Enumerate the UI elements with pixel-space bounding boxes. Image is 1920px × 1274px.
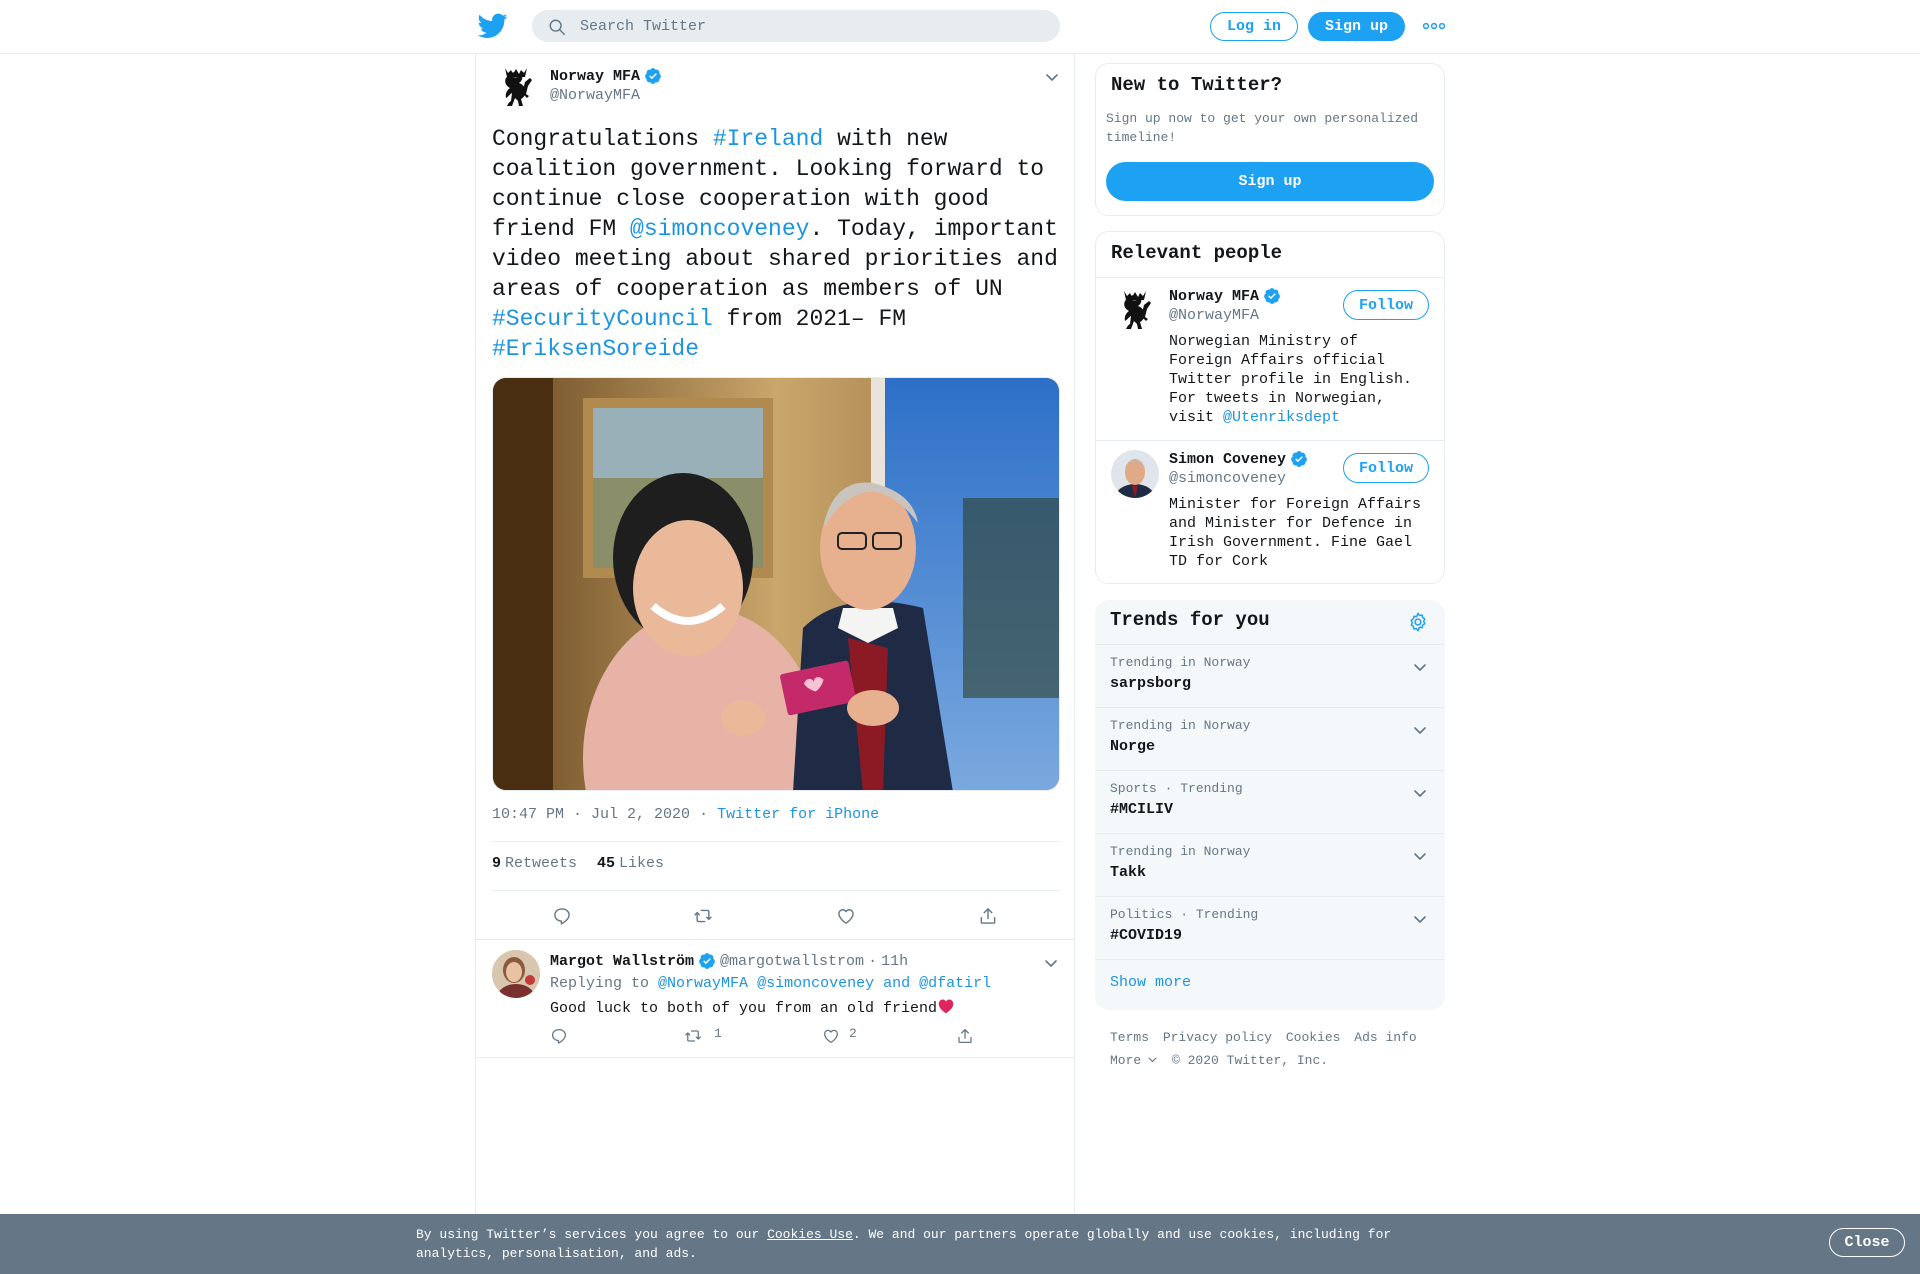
reply-author-handle[interactable]: @margotwallstrom (720, 952, 865, 970)
like-icon[interactable] (836, 906, 856, 926)
divider (476, 1057, 1074, 1058)
person-bio (1169, 332, 1429, 427)
search-input[interactable] (580, 10, 1040, 42)
person-name[interactable] (1169, 450, 1308, 468)
card-title: New to Twitter? (1111, 74, 1283, 96)
person-name-text: Simon Coveney (1169, 450, 1287, 468)
trend-name: sarpsborg (1110, 675, 1192, 692)
reply-author-name[interactable]: Margot Wallström (550, 952, 695, 970)
replying-to (550, 975, 991, 992)
reply-icon[interactable] (550, 1027, 568, 1045)
trend-name: Norge (1110, 738, 1156, 755)
hashtag-eriksensoreide-link[interactable]: #EriksenSoreide (492, 336, 700, 362)
tweet-source-link[interactable]: Twitter for iPhone (717, 806, 880, 823)
retweet-icon[interactable] (693, 906, 713, 926)
reply-text (550, 998, 955, 1017)
lion-crest-icon (492, 64, 540, 112)
divider (1095, 959, 1445, 960)
person-avatar[interactable] (1111, 287, 1159, 335)
cookies-use-link[interactable]: Cookies Use (767, 1227, 853, 1242)
cookie-text-segment: By using Twitter’s services you agree to our (416, 1227, 768, 1242)
chevron-down-icon[interactable] (1412, 722, 1428, 738)
chevron-down-icon (1147, 1054, 1158, 1065)
share-icon[interactable] (978, 906, 998, 926)
trend-context: Trending in Norway (1110, 718, 1251, 733)
trends-card (1095, 600, 1445, 1010)
tweet-text-segment: with new coalition government. Looking forward to continue close cooperation with good friend FM (492, 126, 1045, 242)
tweet-author-handle[interactable]: @NorwayMFA (550, 87, 641, 104)
person-photo-icon (1111, 450, 1159, 498)
like-icon[interactable] (822, 1027, 840, 1045)
person-handle[interactable]: @NorwayMFA (1169, 307, 1260, 324)
reply-like-count: 2 (849, 1026, 857, 1041)
likes-label: Likes (619, 855, 665, 872)
share-icon[interactable] (956, 1027, 974, 1045)
divider (476, 939, 1074, 940)
likes-count: 45 (597, 855, 616, 872)
more-dots-icon[interactable] (1422, 19, 1446, 33)
bio-mention-link[interactable]: @Utenriksdept (1223, 409, 1341, 426)
chevron-down-icon[interactable] (1412, 911, 1428, 927)
cookie-banner (0, 1214, 1920, 1274)
tweet-text (492, 124, 1064, 364)
ads-info-link[interactable]: Ads info (1354, 1030, 1417, 1045)
trend-context: Politics · Trending (1110, 907, 1259, 922)
copyright: © 2020 Twitter, Inc. (1172, 1053, 1329, 1068)
tweet-metadata (492, 806, 879, 823)
tweet-text-segment: from 2021– FM (712, 306, 907, 332)
relevant-people-card (1095, 231, 1445, 584)
person-bio-text: Norwegian Ministry of Foreign Affairs official Twitter profile in English. For tweets in Norwegian, visit (1169, 333, 1413, 426)
privacy-link[interactable]: Privacy policy (1162, 1030, 1273, 1045)
tweet-text-segment: Congratulations (492, 126, 713, 152)
terms-link[interactable]: Terms (1110, 1030, 1150, 1045)
chevron-down-icon[interactable] (1044, 69, 1060, 85)
retweet-icon[interactable] (684, 1027, 702, 1045)
trend-name: #MCILIV (1110, 801, 1174, 818)
chevron-down-icon[interactable] (1412, 848, 1428, 864)
person-name-text: Norway MFA (1169, 287, 1260, 305)
chevron-down-icon[interactable] (1412, 659, 1428, 675)
new-to-twitter-card (1095, 63, 1445, 216)
card-title: Trends for you (1110, 609, 1270, 631)
card-title: Relevant people (1111, 242, 1283, 264)
verified-badge-icon (1263, 287, 1281, 305)
hashtag-securitycouncil-link[interactable]: #SecurityCouncil (492, 306, 713, 332)
tweet-photo[interactable] (492, 377, 1060, 791)
tweet-text-segment: . Today, important video meeting about shared priorities and areas of cooperation as members of UN (492, 216, 1058, 302)
person-item[interactable] (1096, 277, 1444, 441)
follow-button[interactable]: Follow (1343, 290, 1429, 320)
gear-icon[interactable] (1407, 611, 1429, 633)
divider (492, 890, 1060, 891)
twitter-bird-icon[interactable] (478, 13, 508, 39)
search-icon (548, 18, 566, 36)
reply-retweet-count: 1 (714, 1026, 722, 1041)
person-name[interactable] (1169, 287, 1281, 305)
meta-separator: · (868, 952, 878, 970)
follow-button[interactable]: Follow (1343, 453, 1429, 483)
norway-mfa-avatar[interactable] (492, 64, 540, 112)
more-link-label: More (1110, 1053, 1142, 1068)
reply-text-content: Good luck to both of you from an old friend (550, 1000, 938, 1017)
trend-context: Trending in Norway (1110, 844, 1251, 859)
cookie-text-segment: . We and our partners operate globally and use cookies, including for analytics, personalisation, and ads. (416, 1227, 1392, 1261)
tweet-timestamp[interactable]: 10:47 PM · Jul 2, 2020 (492, 806, 691, 823)
footer-links (1110, 1026, 1450, 1072)
trend-context: Trending in Norway (1110, 655, 1251, 670)
person-item[interactable] (1096, 440, 1444, 584)
trend-item[interactable] (1095, 770, 1445, 833)
close-button[interactable]: Close (1829, 1228, 1905, 1257)
margot-wallstrom-avatar[interactable] (492, 950, 540, 998)
trend-name: #COVID19 (1110, 927, 1183, 944)
likes-stat[interactable] (597, 855, 664, 872)
photo-two-people-illustration (493, 378, 1060, 791)
mention-simoncoveney-link[interactable]: @simoncoveney (630, 216, 810, 242)
retweets-stat[interactable] (492, 855, 577, 872)
author-name-text: Norway MFA (550, 67, 641, 85)
person-bio: Minister for Foreign Affairs and Minister for Defence in Irish Government. Fine Gael TD for Cork (1169, 496, 1422, 570)
more-link[interactable] (1110, 1053, 1158, 1068)
top-navigation-bar (0, 0, 1920, 54)
hashtag-ireland-link[interactable]: #Ireland (712, 126, 824, 152)
trend-item[interactable] (1095, 707, 1445, 770)
trend-item[interactable] (1095, 833, 1445, 896)
person-avatar[interactable] (1111, 450, 1159, 498)
person-photo-icon (492, 950, 540, 998)
cookies-link[interactable]: Cookies (1285, 1030, 1341, 1045)
person-handle[interactable]: @simoncoveney (1169, 470, 1287, 487)
tweet-author-name[interactable] (550, 67, 662, 85)
card-description: Sign up now to get your own personalized timeline! (1106, 111, 1419, 145)
retweets-label: Retweets (505, 855, 578, 872)
trend-name: Takk (1110, 864, 1147, 881)
login-button[interactable]: Log in (1210, 12, 1298, 41)
verified-badge-icon (1290, 450, 1308, 468)
reply-time[interactable]: 11h (881, 952, 909, 970)
sidebar-signup-button[interactable]: Sign up (1106, 162, 1434, 201)
trend-context: Sports · Trending (1110, 781, 1243, 796)
chevron-down-icon[interactable] (1043, 955, 1059, 971)
reply-icon[interactable] (552, 906, 572, 926)
meta-separator: · (699, 806, 709, 823)
replying-prefix: Replying to (550, 975, 650, 992)
reply-header (550, 952, 908, 970)
trend-item[interactable] (1095, 896, 1445, 959)
verified-badge-icon (698, 952, 716, 970)
retweets-count: 9 (492, 855, 502, 872)
signup-button[interactable]: Sign up (1308, 12, 1405, 41)
heart-emoji-icon (937, 998, 955, 1014)
trend-item[interactable] (1095, 644, 1445, 707)
cookie-text (416, 1225, 1416, 1263)
replying-to-accounts[interactable]: @NorwayMFA @simoncoveney and @dfatirl (658, 975, 992, 992)
chevron-down-icon[interactable] (1412, 785, 1428, 801)
tweet-stats (492, 855, 664, 872)
show-more-link[interactable]: Show more (1110, 974, 1192, 991)
verified-badge-icon (644, 67, 662, 85)
main-column (475, 54, 1075, 1274)
divider (492, 841, 1060, 842)
search-box[interactable] (532, 10, 1060, 42)
lion-crest-icon (1111, 287, 1159, 335)
